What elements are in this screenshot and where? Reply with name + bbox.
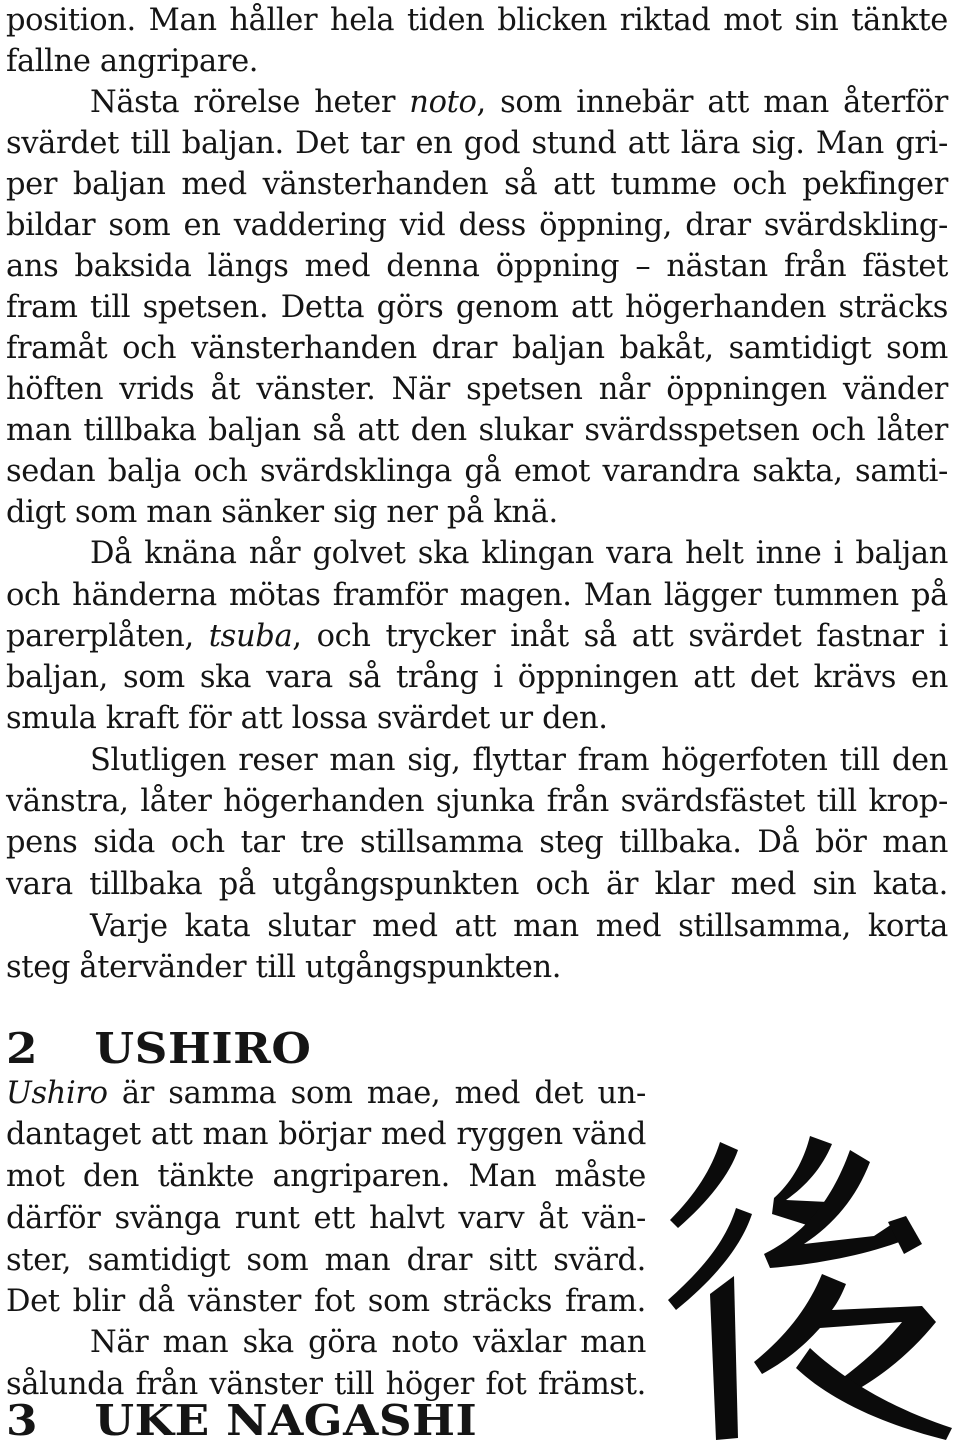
text-line: vara tillbaka på utgångspunkten och är klar med sin kata. [6, 867, 948, 902]
text-run: är samma som mae, med det un- [107, 1076, 646, 1111]
text-line [6, 616, 948, 658]
text-line: Slutligen reser man sig, flyttar fram högerfoten till den [90, 743, 948, 778]
text-line: sedan balja och svärdsklinga gå emot varandra sakta, samti- [6, 454, 948, 489]
text-run: , och trycker inåt så att svärdet fastnar i [292, 619, 948, 654]
text-run: , som innebär att man återför [476, 85, 948, 120]
text-line: höften vrids åt vänster. När spetsen når öppningen vänder [6, 372, 948, 407]
text-line [6, 1073, 646, 1115]
kanji-illustration [660, 1116, 960, 1442]
text-line: ans baksida längs med denna öppning – nästan från fästet [6, 249, 948, 284]
text-line: och händerna mötas framför magen. Man lägger tummen på [6, 578, 948, 613]
text-line: Det blir då vänster fot som sträcks fram. [6, 1284, 646, 1319]
kanji-ushiro-glyph [660, 1116, 960, 1442]
section-number: 2 [6, 1024, 39, 1073]
text-line: baljan, som ska vara så trång i öppningen att det krävs en [6, 660, 948, 695]
text-line: vänstra, låter högerhanden sjunka från svärdsfästet till krop- [6, 784, 948, 819]
text-line: smula kraft för att lossa svärdet ur den. [6, 701, 608, 736]
text-line: position. Man håller hela tiden blicken riktad mot sin tänkte [6, 3, 948, 38]
text-line: därför svänga runt ett halvt varv åt vän- [6, 1201, 646, 1236]
text-line: mot den tänkte angriparen. Man måste [6, 1159, 646, 1194]
text-line: per baljan med vänsterhanden så att tumme och pekfinger [6, 167, 948, 202]
term-noto: noto [409, 85, 477, 120]
text-run: Nästa rörelse heter [90, 85, 410, 120]
text-line: ster, samtidigt som man drar sitt svärd. [6, 1243, 646, 1278]
term-ushiro: Ushiro [6, 1076, 108, 1111]
text-line: dantaget att man börjar med ryggen vänd [6, 1117, 646, 1152]
text-line: Varje kata slutar med att man med stillsamma, korta [90, 909, 948, 944]
text-run: parerplåten, [6, 619, 209, 654]
text-line: pens sida och tar tre stillsamma steg tillbaka. Då bör man [6, 825, 948, 860]
text-line: Då knäna når golvet ska klingan vara helt inne i baljan [90, 536, 948, 571]
section-heading-ushiro [6, 1024, 311, 1074]
text-line: fallne angripare. [6, 44, 259, 79]
text-line: man tillbaka baljan så att den slukar svärdsspetsen och låter [6, 413, 948, 448]
text-line: framåt och vänsterhanden drar baljan bakåt, samtidigt som [6, 331, 948, 366]
text-line: sålunda från vänster till höger fot främst. [6, 1367, 646, 1402]
text-line: svärdet till baljan. Det tar en god stund att lära sig. Man gri- [6, 126, 948, 161]
term-tsuba: tsuba [208, 619, 293, 654]
section-title: UKE NAGASHI [94, 1396, 478, 1445]
text-line: digt som man sänker sig ner på knä. [6, 495, 558, 530]
text-line: fram till spetsen. Detta görs genom att högerhanden sträcks [6, 290, 948, 325]
text-line: steg återvänder till utgångspunkten. [6, 950, 562, 985]
section-title: USHIRO [94, 1024, 312, 1073]
text-line [90, 82, 948, 124]
text-line: När man ska göra noto växlar man [90, 1325, 646, 1360]
text-line: bildar som en vaddering vid dess öppning, drar svärdskling- [6, 208, 948, 243]
section-number: 3 [6, 1396, 39, 1445]
section-heading-uke-nagashi [6, 1396, 477, 1446]
